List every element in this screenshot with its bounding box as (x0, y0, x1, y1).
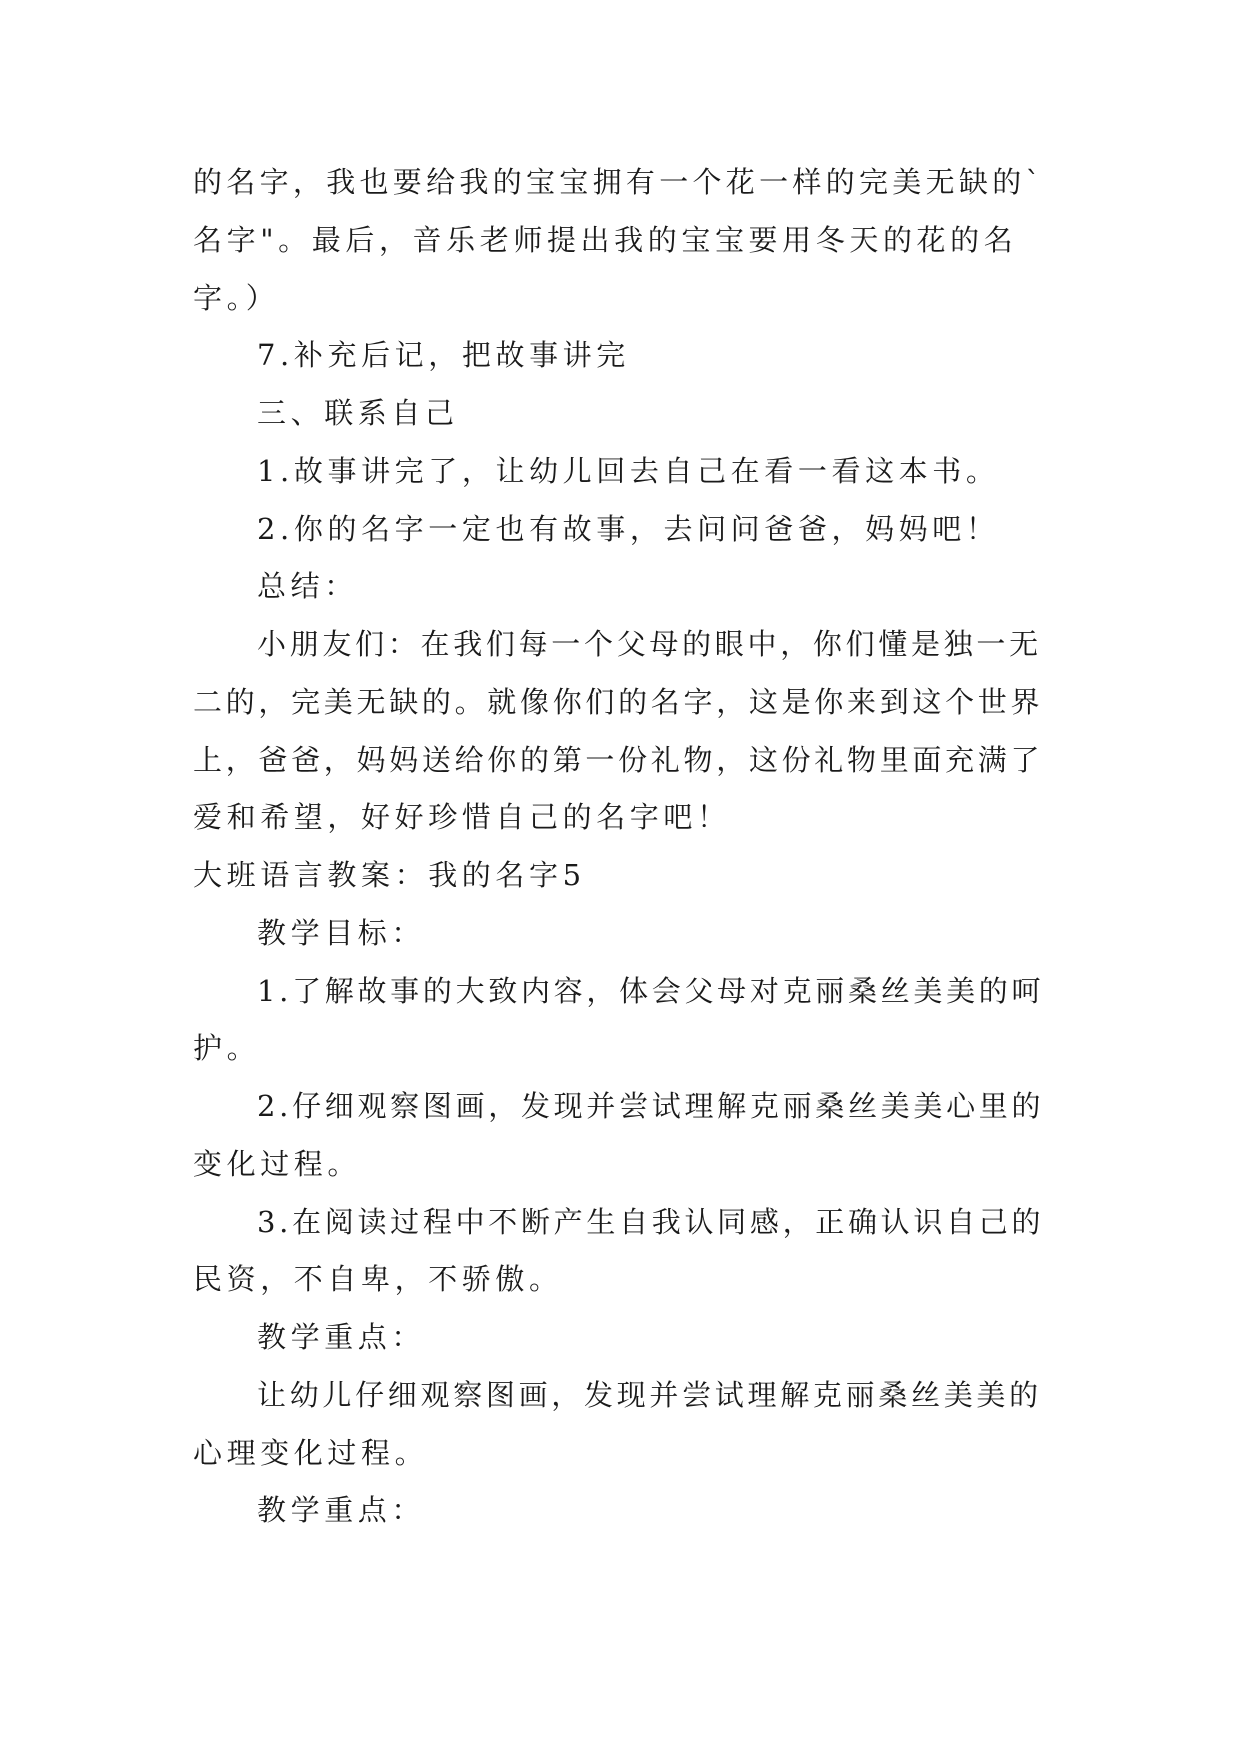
text-line: 1.了解故事的大致内容，体会父母对克丽桑丝美美的呵 (257, 974, 1045, 1008)
text-line: 爱和希望，好好珍惜自己的名字吧！ (193, 800, 731, 834)
text-line: 心理变化过程。 (193, 1436, 429, 1470)
text-line: 3.在阅读过程中不断产生自我认同感，正确认识自己的 (257, 1205, 1045, 1239)
section-heading: 总结： (257, 569, 358, 603)
section-heading: 教学重点： (257, 1320, 426, 1354)
text-line: 名字"。最后，音乐老师提出我的宝宝要用冬天的花的名 (193, 223, 1018, 257)
text-line: 小朋友们：在我们每一个父母的眼中，你们懂是独一无 (257, 627, 1042, 661)
text-line: 变化过程。 (193, 1147, 362, 1181)
section-heading: 教学目标： (257, 916, 426, 950)
text-line: 字。） (193, 281, 280, 315)
text-line: 上，爸爸，妈妈送给你的第一份礼物，这份礼物里面充满了 (193, 743, 1044, 777)
text-line: 1.故事讲完了，让幼儿回去自己在看一看这本书。 (257, 454, 1000, 488)
text-line: 民资，不自卑，不骄傲。 (193, 1262, 563, 1296)
text-line: 2.你的名字一定也有故事，去问问爸爸，妈妈吧！ (257, 512, 1000, 546)
section-heading: 三、联系自己 (257, 396, 459, 430)
text-line: 7.补充后记，把故事讲完 (257, 338, 630, 372)
section-heading: 教学重点： (257, 1493, 426, 1527)
lesson-title: 大班语言教案：我的名字5 (193, 858, 586, 892)
text-line: 二的，完美无缺的。就像你们的名字，这是你来到这个世界 (193, 685, 1044, 719)
text-line: 让幼儿仔细观察图画，发现并尝试理解克丽桑丝美美的 (257, 1378, 1042, 1412)
text-line: 护。 (193, 1031, 261, 1065)
text-line: 2.仔细观察图画，发现并尝试理解克丽桑丝美美心里的 (257, 1089, 1045, 1123)
text-line: 的名字，我也要给我的宝宝拥有一个花一样的完美无缺的` (193, 165, 1045, 199)
